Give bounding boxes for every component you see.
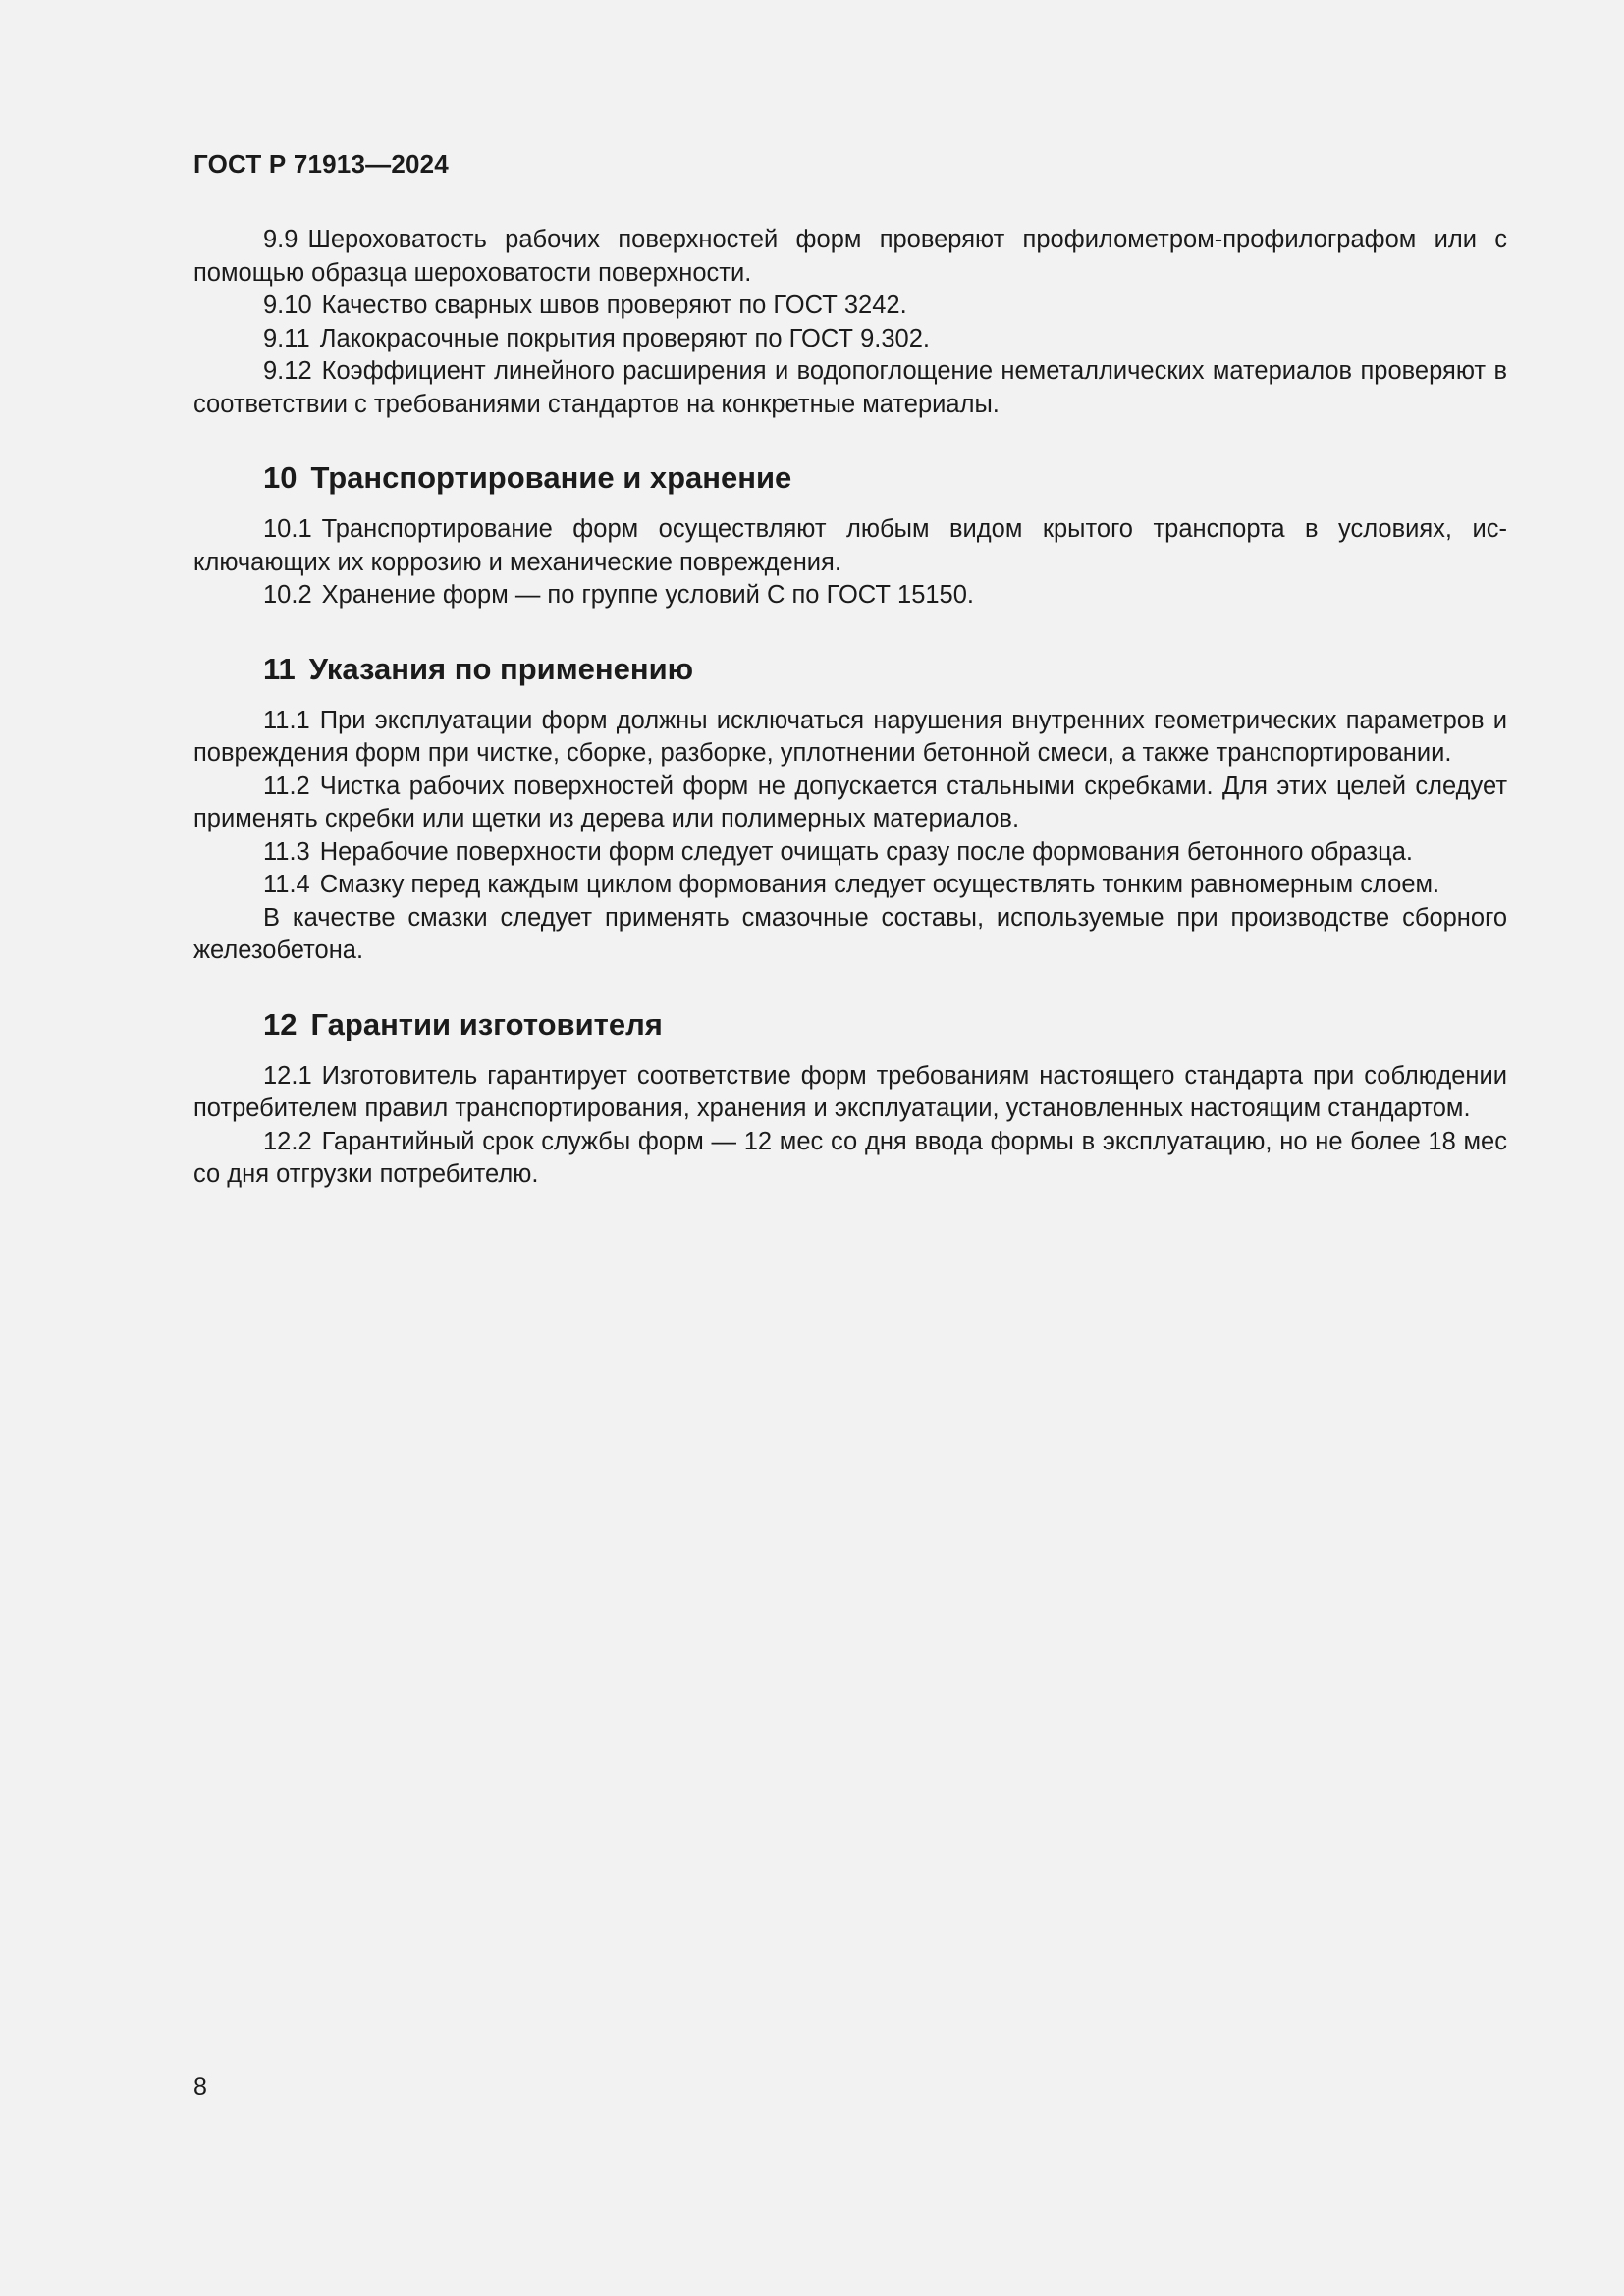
clause-text: Гарантийный срок службы форм — 12 мес со дня ввода формы в эксплуатацию, но не более 18 мес со дня отгрузки потребителю. xyxy=(193,1127,1507,1188)
page-number: 8 xyxy=(193,2073,207,2101)
section-12-items xyxy=(193,1060,1507,1192)
clause-number: 12.1 xyxy=(263,1061,312,1090)
clause-number: 9.11 xyxy=(263,324,310,352)
section-12-heading xyxy=(263,1005,1507,1044)
clause-number: 11.1 xyxy=(263,706,310,734)
section-title: Указания по применению xyxy=(308,651,694,686)
section-title: Гарантии изготовителя xyxy=(310,1006,663,1041)
clause-number: 11.2 xyxy=(263,772,310,800)
clause-11-4-continuation xyxy=(193,902,1507,968)
section-number: 12 xyxy=(263,1006,298,1041)
clause-11-1 xyxy=(193,705,1507,771)
section-10-heading xyxy=(263,458,1507,498)
clause-text: Шероховатость рабочих поверхностей форм проверяют профилометром-профилографом или с помощью образца шероховатости поверхности. xyxy=(193,226,1507,287)
section-number: 10 xyxy=(263,460,298,495)
section-10-items xyxy=(193,513,1507,613)
clause-9-12 xyxy=(193,355,1507,421)
clause-text: Чистка рабочих поверхностей форм не допускается стальными скребками. Для этих целей следует применять скребки или щетки из дерева или полимерных материалов. xyxy=(193,772,1507,832)
clause-10-1 xyxy=(193,513,1507,579)
clause-number: 11.3 xyxy=(263,837,310,866)
clause-text: Коэффициент линейного расширения и водопоглощение неметаллических материалов проверяют в соответствии с требованиями стандартов на конкретные материалы. xyxy=(193,357,1507,418)
clause-number: 12.2 xyxy=(263,1127,312,1155)
clause-text: Нерабочие поверхности форм следует очищать сразу после формования бетонного образца. xyxy=(319,837,1413,866)
section-title: Транспортирование и хранение xyxy=(310,460,792,495)
clause-text: Транспортирование форм осуществляют любым видом крытого транспорта в условиях, исключающих их коррозию и механические повреждения. xyxy=(193,515,1507,576)
clause-9-11 xyxy=(193,323,1507,356)
clause-9-9 xyxy=(193,224,1507,290)
section-11-items xyxy=(193,705,1507,968)
clause-text: Смазку перед каждым циклом формования следует осуществлять тонким равномерным слоем. xyxy=(319,871,1440,898)
clause-11-2 xyxy=(193,771,1507,836)
clause-12-1 xyxy=(193,1060,1507,1126)
clause-11-3 xyxy=(193,836,1507,870)
clause-text: При эксплуатации форм должны исключаться нарушения внутренних геометрических параметров и повреждения форм при чистке, сборке, разборке, уплотнении бетонной смеси, а также транспортировании. xyxy=(193,706,1507,767)
clause-number: 9.12 xyxy=(263,357,312,385)
clause-10-2 xyxy=(193,579,1507,613)
clause-number: 10.2 xyxy=(263,581,312,609)
clause-text: Изготовитель гарантирует соответствие форм требованиям настоящего стандарта при соблюдении потребителем правил транспортирования, хранения и эксплуатации, установленных настоящим стандартом. xyxy=(193,1061,1507,1122)
clause-12-2 xyxy=(193,1126,1507,1192)
section-number: 11 xyxy=(263,651,296,686)
clause-text: В качестве смазки следует применять смазочные составы, используемые при производстве сборного железобетона. xyxy=(193,903,1507,964)
clause-number: 9.10 xyxy=(263,292,312,319)
section-9-items xyxy=(193,224,1507,421)
clause-text: Качество сварных швов проверяют по ГОСТ 3242. xyxy=(321,292,907,319)
clause-text: Хранение форм — по группе условий С по ГОСТ 15150. xyxy=(321,581,975,609)
clause-number: 9.9 xyxy=(263,226,298,253)
clause-number: 11.4 xyxy=(263,871,310,898)
clause-11-4 xyxy=(193,869,1507,902)
section-11-heading xyxy=(263,650,1507,689)
clause-text: Лакокрасочные покрытия проверяют по ГОСТ 9.302. xyxy=(319,324,930,352)
document-header: ГОСТ Р 71913—2024 xyxy=(193,149,449,179)
clause-9-10 xyxy=(193,290,1507,323)
document-body xyxy=(193,224,1507,1192)
clause-number: 10.1 xyxy=(263,515,312,543)
